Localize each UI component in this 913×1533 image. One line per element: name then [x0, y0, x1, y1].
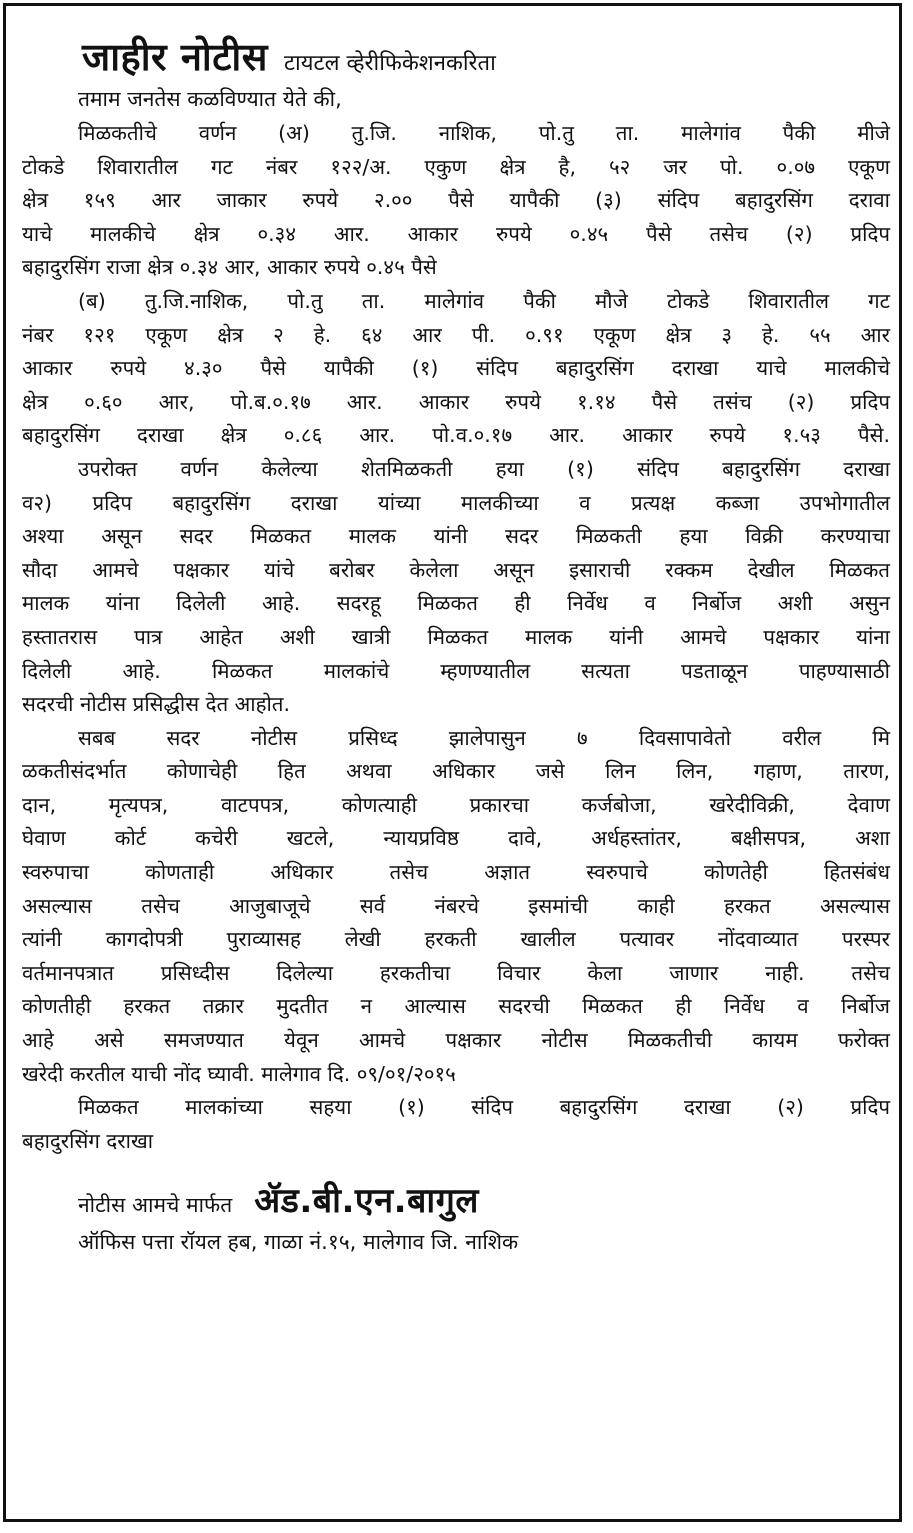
- paragraph-property-a: [22, 117, 890, 285]
- paragraph-owner-signatures: [22, 1091, 890, 1158]
- notice-title: जाहीर नोटीस: [82, 35, 268, 79]
- signature-label: नोटीस आमचे मार्फत: [78, 1193, 233, 1218]
- paragraph-line: सबब सदर नोटीस प्रसिध्द झालेपासुन ७ दिवसापावेतो वरील मि: [78, 725, 890, 750]
- paragraph-objections: [22, 722, 890, 1092]
- paragraph-line: वर्तमानपत्रात प्रसिध्दीस दिलेल्या हरकतीचा विचार केला जाणार नाही. तसेच: [22, 960, 890, 985]
- advocate-name: ॲड.बी.एन.बागुल: [254, 1181, 479, 1222]
- paragraph-line: मालक यांना दिलेली आहे. सदरहू मिळकत ही निर्वेध व निर्बोज अशी असुन: [22, 591, 890, 616]
- paragraph-line: बहादुरसिंग दराखा क्षेत्र ०.८६ आर. पो.व.०.१७ आर. आकार रुपये १.५३ पैसे.: [22, 423, 890, 448]
- paragraph-line: क्षेत्र १५९ आर जाकार रुपये २.०० पैसे यापैकी (३) संदिप बहादुरसिंग दरावा: [22, 188, 890, 213]
- paragraph-line: कोणतीही हरकत तक्रार मुदतीत न आल्यास सदरची मिळकत ही निर्वेध व निर्बोज: [22, 994, 890, 1019]
- paragraph-line: बहादुरसिंग दराखा: [22, 1128, 154, 1153]
- paragraph-line: आकार रुपये ४.३० पैसे यापैकी (१) संदिप बहादुरसिंग दराखा याचे मालकीचे: [22, 356, 890, 381]
- paragraph-line: नंबर १२१ एकूण क्षेत्र २ हे. ६४ आर पी. ०.९१ एकूण क्षेत्र ३ हे. ५५ आर: [22, 322, 890, 347]
- paragraph-line: आहे असे समजण्यात येवून आमचे पक्षकार नोटीस मिळकतीची कायम फरोक्त: [22, 1028, 890, 1053]
- paragraph-property-b: [22, 285, 890, 453]
- paragraph-line: दिलेली आहे. मिळकत मालकांचे म्हणण्यातील सत्यता पडताळून पाहण्यासाठी: [22, 658, 890, 683]
- paragraph-line: खरेदी करतील याची नोंद घ्यावी. मालेगाव दि. ०९/०१/२०१५: [22, 1061, 456, 1086]
- paragraph-line: स्वरुपाचा कोणताही अधिकार तसेच अज्ञात स्वरुपाचे कोणतेही हितसंबंध: [22, 860, 890, 885]
- office-address: ऑफिस पत्ता रॉयल हब, गाळा नं.१५, मालेगाव जि. नाशिक: [78, 1230, 519, 1255]
- paragraph-line: (ब) तु.जि.नाशिक, पो.तु ता. मालेगांव पैकी मौजे टोकडे शिवारातील गट: [78, 288, 890, 313]
- paragraph-line: व२) प्रदिप बहादुरसिंग दराखा यांच्या मालकीच्या व प्रत्यक्ष कब्जा उपभोगातील: [22, 490, 890, 515]
- advocate-signature: [22, 1176, 890, 1224]
- notice-content: [22, 30, 890, 1260]
- paragraph-line: असल्यास तसेच आजुबाजूचे सर्व नंबरचे इसमांची काही हरकत असल्यास: [22, 893, 890, 918]
- paragraph-line: टोकडे शिवारातील गट नंबर १२२/अ. एकुण क्षेत्र है, ५२ जर पो. ०.०७ एकूण: [22, 154, 890, 179]
- paragraph-line: ळकतीसंदर्भात कोणाचेही हित अथवा अधिकार जसे लिन लिन, गहाण, तारण,: [22, 759, 890, 784]
- paragraph-line: उपरोक्त वर्णन केलेल्या शेतमिळकती हया (१) संदिप बहादुरसिंग दराखा: [78, 456, 890, 481]
- paragraph-line: त्यांनी कागदोपत्री पुराव्यासह लेखी हरकती खालील पत्यावर नोंदवाव्यात परस्पर: [22, 927, 890, 952]
- notice-greeting: तमाम जनतेस कळविण्यात येते की,: [78, 87, 342, 111]
- notice-header: [22, 30, 890, 82]
- paragraph-line: हस्तातरास पात्र आहेत अशी खात्री मिळकत मालक यांनी आमचे पक्षकार यांना: [22, 624, 890, 649]
- paragraph-line: सदरची नोटीस प्रसिद्धीस देत आहोत.: [22, 692, 291, 717]
- notice-subtitle: टायटल व्हेरीफिकेशनकरिता: [283, 51, 496, 76]
- paragraph-line: घेवाण कोर्ट कचेरी खटले, न्यायप्रविष्ठ दावे, अर्धहस्तांतर, बक्षीसपत्र, अशा: [22, 826, 890, 851]
- paragraph-ownership: [22, 453, 890, 722]
- paragraph-line: क्षेत्र ०.६० आर, पो.ब.०.१७ आर. आकार रुपये १.१४ पैसे तसंच (२) प्रदिप: [22, 389, 890, 414]
- paragraph-line: मिळकतीचे वर्णन (अ) तु.जि. नाशिक, पो.तु ता. मालेगांव पैकी मीजे: [78, 121, 890, 145]
- paragraph-line: दान, मृत्यपत्र, वाटपपत्र, कोणत्याही प्रकारचा कर्जबोजा, खरेदीविक्री, देवाण: [22, 792, 890, 817]
- paragraph-line: मिळकत मालकांच्या सहया (१) संदिप बहादुरसिंग दराखा (२) प्रदिप: [78, 1095, 890, 1120]
- paragraph-line: याचे मालकीचे क्षेत्र ०.३४ आर. आकार रुपये ०.४५ पैसे तसेच (२) प्रदिप: [22, 221, 890, 246]
- paragraph-line: बहादुरसिंग राजा क्षेत्र ०.३४ आर, आकार रुपये ०.४५ पैसे: [22, 255, 437, 280]
- paragraph-line: सौदा आमचे पक्षकार यांचे बरोबर केलेला असून इसाराची रक्कम देखील मिळकत: [22, 557, 890, 582]
- paragraph-line: अश्या असून सदर मिळकत मालक यांनी सदर मिळकती हया विक्री करण्याचा: [22, 524, 890, 549]
